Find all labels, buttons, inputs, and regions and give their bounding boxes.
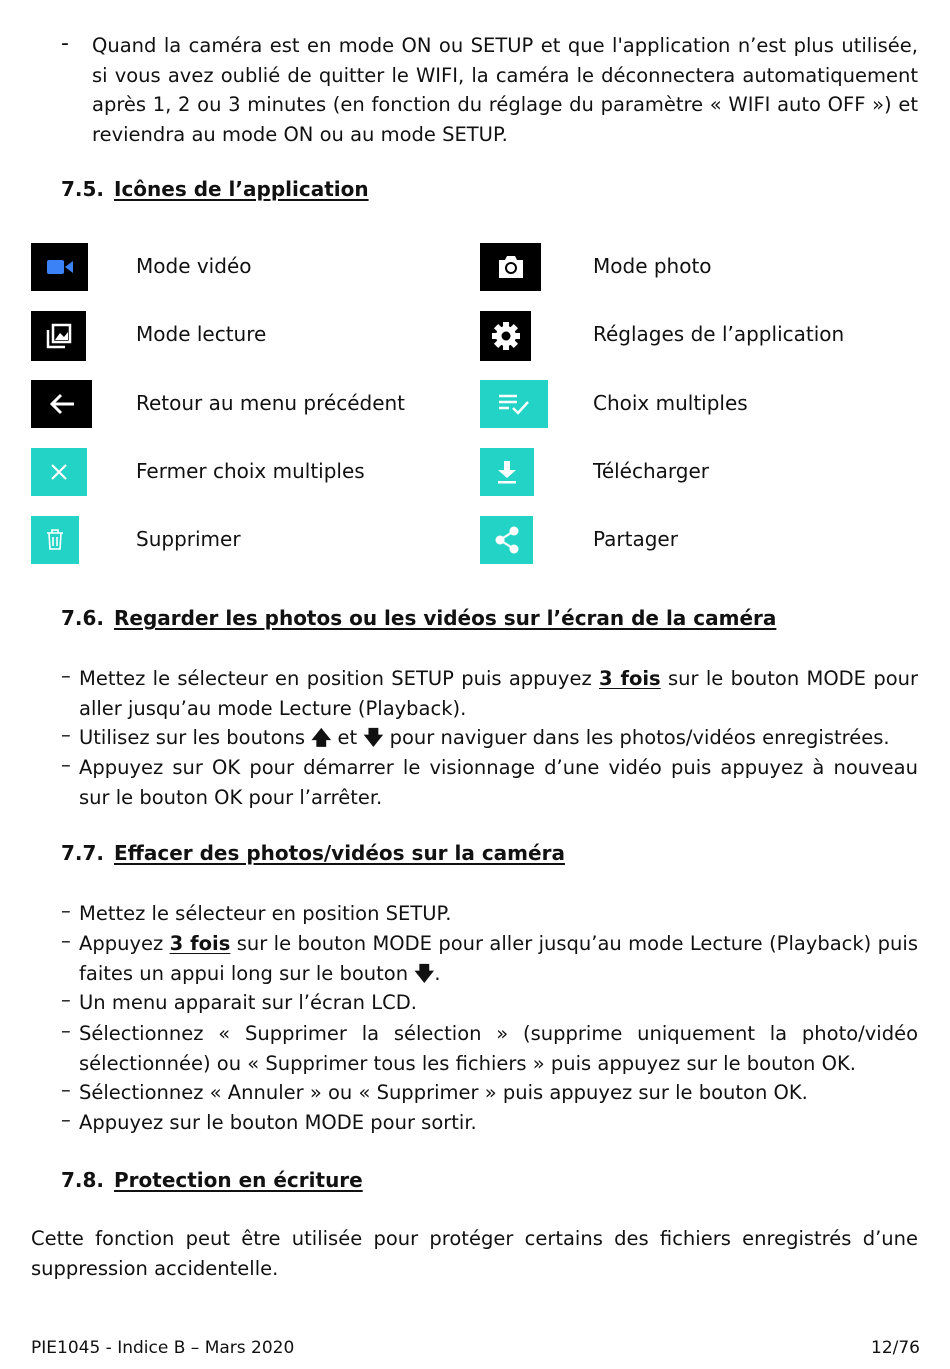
section-number: 7.5. [61, 177, 105, 201]
list-item-text: Un menu apparait sur l’écran LCD. [79, 991, 417, 1014]
share-icon [480, 516, 533, 564]
list-item-text [79, 723, 918, 753]
list-item-text [79, 664, 918, 723]
icon-label-back: Retour au menu précédent [136, 391, 406, 415]
arrow-down-icon: 🡇 [363, 726, 384, 749]
close-icon [31, 448, 87, 496]
text-span: sur le bouton MODE pour aller jusqu’au mode Lecture (Playback). [79, 667, 919, 720]
icon-label-settings: Réglages de l’application [593, 322, 845, 346]
arrow-up-icon: 🡅 [311, 726, 332, 749]
section-number: 7.7. [61, 841, 105, 865]
text-span: et [331, 726, 364, 749]
list-item-text [79, 929, 918, 988]
section-title: Protection en écriture [114, 1168, 363, 1192]
text-span: . [434, 961, 441, 985]
download-icon [480, 448, 534, 496]
icon-label-video: Mode vidéo [136, 254, 252, 278]
list-marker: – [61, 1108, 71, 1131]
footer-left: PIE1045 - Indice B – Mars 2020 [31, 1338, 295, 1358]
photo-library-icon [31, 311, 86, 361]
list-marker: – [61, 723, 71, 746]
list-marker: – [61, 1019, 71, 1042]
list-marker: – [61, 753, 71, 776]
text-span: Appuyez [79, 932, 170, 955]
list-item [61, 1019, 918, 1078]
icon-label-photo: Mode photo [593, 254, 712, 278]
section-number: 7.6. [61, 606, 105, 630]
photo-camera-icon [480, 243, 541, 291]
list-item [61, 1108, 918, 1138]
list-item-text: Appuyez sur le bouton MODE pour sortir. [79, 1111, 477, 1134]
list-item [61, 753, 918, 812]
intro-text: Quand la caméra est en mode ON ou SETUP et que l'application n’est plus utilisée, si vous avez oublié de quitter le WIFI, la caméra le déconnectera automatiquement après 1, 2 ou 3 minutes (en fonction du réglage du paramètre « WIFI auto OFF ») et reviendra au mode ON ou au mode SETUP. [92, 34, 918, 146]
emphasis: 3 fois [599, 667, 661, 690]
list-marker: – [61, 1078, 71, 1101]
gear-icon [480, 311, 531, 361]
icon-label-close: Fermer choix multiples [136, 459, 365, 483]
text-span: Mettez le sélecteur en position SETUP puis appuyez [79, 667, 600, 690]
section-title: Icônes de l’application [114, 177, 369, 201]
list-marker: – [61, 929, 71, 952]
video-camera-icon [31, 243, 88, 291]
section-heading-7-6 [61, 606, 921, 634]
arrow-down-icon: 🡇 [414, 961, 435, 985]
list-item-text: Sélectionnez « Supprimer la sélection » (supprime uniquement la photo/vidéo sélectionnée) ou « Supprimer tous les fichiers » puis appuyez sur le bouton OK. [79, 1022, 918, 1075]
section-heading-7-8 [61, 1168, 661, 1196]
multi-select-icon [480, 380, 548, 428]
list-item-text: Mettez le sélecteur en position SETUP. [79, 902, 452, 925]
list-marker: – [61, 899, 71, 922]
list-item [61, 988, 918, 1018]
section-heading-7-5 [61, 177, 661, 205]
trash-icon [31, 516, 79, 564]
list-item [61, 929, 918, 988]
icon-label-delete: Supprimer [136, 527, 241, 551]
icon-label-download: Télécharger [593, 459, 710, 483]
icon-label-share: Partager [593, 527, 678, 551]
emphasis: 3 fois [169, 932, 231, 955]
icon-label-multi: Choix multiples [593, 391, 748, 415]
section-title: Effacer des photos/vidéos sur la caméra [114, 841, 565, 865]
text-span: sur le bouton MODE pour aller jusqu’au mode Lecture (Playback) puis faites un appui long sur le bouton [79, 932, 918, 985]
section-title: Regarder les photos ou les vidéos sur l’écran de la caméra [114, 606, 777, 630]
text-span: pour naviguer dans les photos/vidéos enregistrées. [383, 726, 890, 749]
icon-label-playback: Mode lecture [136, 322, 267, 346]
list-item [61, 899, 918, 929]
page-number: 12/76 [871, 1338, 920, 1358]
list-item [61, 664, 918, 723]
bullet-marker: - [61, 31, 69, 56]
list-marker: – [61, 988, 71, 1011]
paragraph-7-8: Cette fonction peut être utilisée pour protéger certains des fichiers enregistrés d’une suppression accidentelle. [31, 1227, 918, 1280]
list-item-text: Sélectionnez « Annuler » ou « Supprimer » puis appuyez sur le bouton OK. [79, 1081, 808, 1104]
intro-bullet [61, 31, 918, 149]
list-item [61, 723, 918, 753]
list-item [61, 1078, 918, 1108]
section-heading-7-7 [61, 841, 761, 869]
arrow-back-icon [31, 380, 92, 428]
list-item-text: Appuyez sur OK pour démarrer le visionnage d’une vidéo puis appuyez à nouveau sur le bouton OK pour l’arrêter. [79, 756, 918, 809]
list-marker: – [61, 664, 71, 687]
section-number: 7.8. [61, 1168, 105, 1192]
text-span: Utilisez sur les boutons [79, 726, 312, 749]
